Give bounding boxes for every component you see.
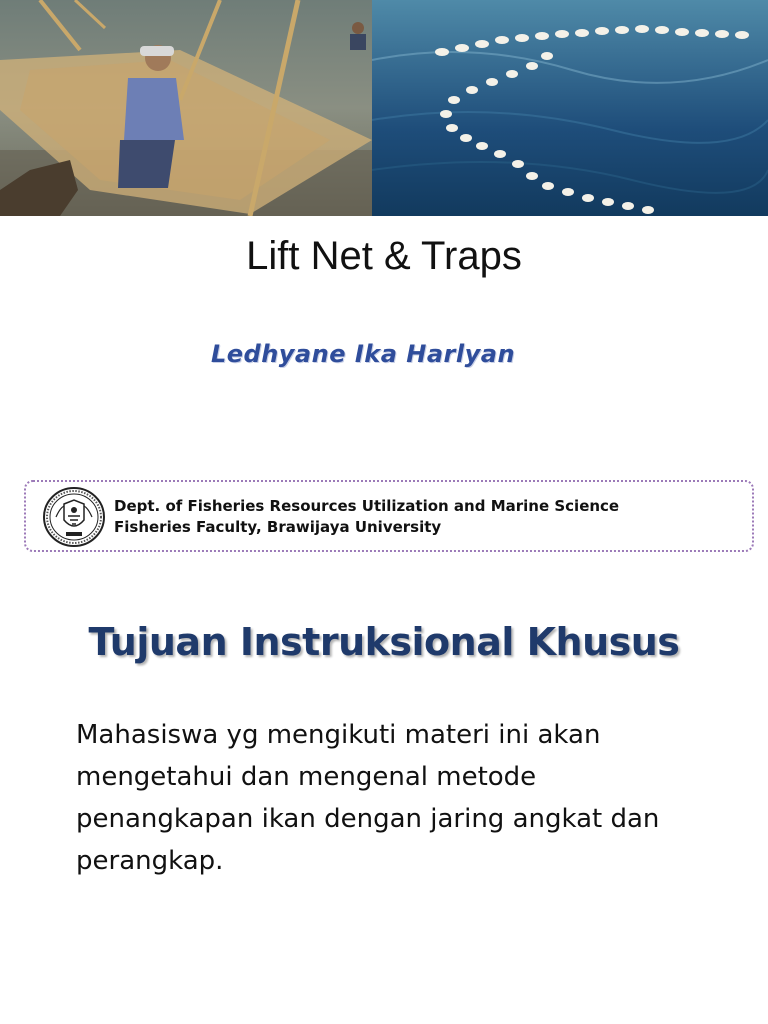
floating-trap-line-photo-icon xyxy=(372,0,768,216)
lift-net-fishing-photo-icon xyxy=(0,0,372,216)
affiliation-faculty: Fisheries Faculty, Brawijaya University xyxy=(114,518,442,536)
objective-text: Mahasiswa yg mengikuti materi ini akan mengetahui dan mengenal metode penangkapan ikan dengan jaring angkat dan perangkap. xyxy=(76,720,660,876)
objective-heading: Tujuan Instruksional Khusus xyxy=(88,620,680,664)
affiliation-department: Dept. of Fisheries Resources Utilization and Marine Science xyxy=(114,497,620,515)
header-photo-strip xyxy=(0,0,768,216)
affiliation-box xyxy=(24,480,754,552)
slide-title: Lift Net & Traps xyxy=(246,234,522,278)
university-seal-icon xyxy=(42,486,106,548)
author-name: Ledhyane Ika Harlyan xyxy=(210,340,516,368)
